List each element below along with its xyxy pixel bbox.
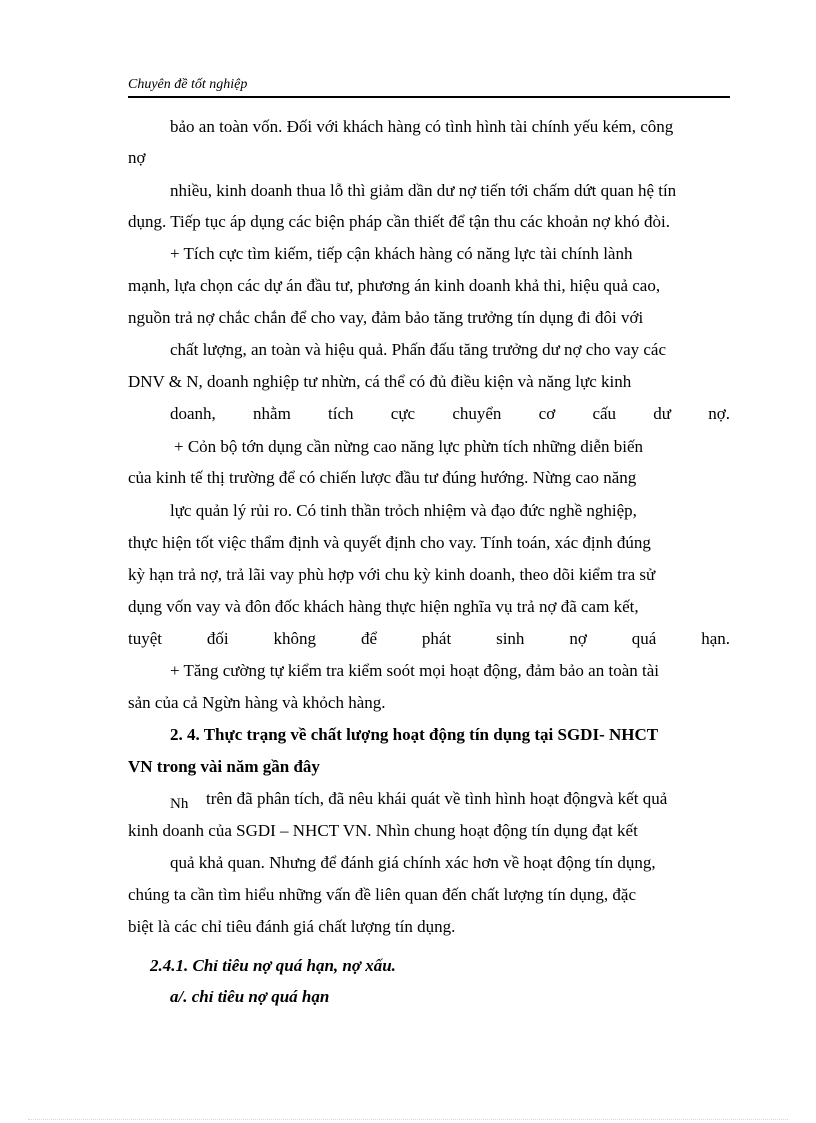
word: sinh <box>496 629 525 648</box>
text-line: kỳ hạn trả nợ, trả lãi vay phù hợp với chu kỳ kinh doanh, theo dõi kiểm tra sử <box>128 565 656 584</box>
word: không <box>273 629 317 648</box>
subsection-heading: a/. chỉ tiêu nợ quá hạn <box>170 987 330 1006</box>
text-line: thực hiện tốt việc thẩm định và quyết định cho vay. Tính toán, xác định đúng <box>128 533 651 552</box>
word: nợ <box>569 629 587 648</box>
word: tích <box>328 404 354 423</box>
subsection-heading: 2.4.1. Chỉ tiêu nợ quá hạn, nợ xấu. <box>150 956 396 975</box>
text-line: dụng vốn vay và đôn đốc khách hàng thực hiện nghĩa vụ trả nợ đã cam kết, <box>128 597 639 616</box>
text-line: + Cỏn bộ tớn dụng cần nừng cao năng lực phừn tích những diễn biến <box>174 437 644 456</box>
word: chuyển <box>452 404 502 423</box>
word: dư <box>653 404 671 423</box>
text-line: chúng ta cần tìm hiểu những vấn đề liên quan đến chất lượng tín dụng, đặc <box>128 885 637 904</box>
text-line: DNV & N, doanh nghiệp tư nhừn, cá thể có đủ điều kiện và năng lực kinh <box>128 372 632 391</box>
word: cơ <box>538 404 556 423</box>
section-heading-continued: VN trong vài năm gần đây <box>128 757 320 776</box>
page-bottom-dotted-border <box>28 1119 788 1120</box>
word: quá <box>631 629 657 648</box>
word: nhằm <box>253 404 291 423</box>
text-line: lực quản lý rủi ro. Có tinh thần trỏch nhiệm và đạo đức nghề nghiệp, <box>170 501 637 520</box>
page-header-title: Chuyên đề tốt nghiệp <box>128 77 248 92</box>
text-line: bảo an toàn vốn. Đối với khách hàng có tình hình tài chính yếu kém, công <box>170 117 674 136</box>
text-line: sản của cả Ngừn hàng và khỏch hàng. <box>128 693 386 712</box>
word: phát <box>421 629 452 648</box>
word: nợ. <box>708 404 730 423</box>
text-line: biệt là các chỉ tiêu đánh giá chất lượng tín dụng. <box>128 917 456 936</box>
word: doanh, <box>170 404 216 423</box>
text-line: + Tích cực tìm kiếm, tiếp cận khách hàng có năng lực tài chính lành <box>170 244 633 263</box>
word: cực <box>390 404 416 423</box>
text-line: mạnh, lựa chọn các dự án đầu tư, phương án kinh doanh khả thi, hiệu quả cao, <box>128 276 661 295</box>
justified-line <box>128 629 730 649</box>
text-line: chất lượng, an toàn và hiệu quả. Phấn đấu tăng trưởng dư nợ cho vay các <box>170 340 666 359</box>
word: để <box>360 629 377 648</box>
word: đối <box>206 629 229 648</box>
word: cấu <box>592 404 617 423</box>
text-line: + Tăng cường tự kiểm tra kiểm soót mọi hoạt động, đảm bảo an toàn tài <box>170 661 659 680</box>
text-line: Nh <box>170 796 189 812</box>
text-line: quả khả quan. Nhưng để đánh giá chính xác hơn về hoạt động tín dụng, <box>170 853 656 872</box>
text-line: dụng. Tiếp tục áp dụng các biện pháp cần thiết để tận thu các khoản nợ khó đòi. <box>128 212 670 231</box>
word: tuyệt <box>128 629 162 648</box>
text-line: nguồn trả nợ chắc chắn để cho vay, đảm bảo tăng trưởng tín dụng đi đôi với <box>128 308 644 327</box>
word: hạn. <box>701 629 730 648</box>
text-line: trên đã phân tích, đã nêu khái quát về tình hình hoạt độngvà kết quả <box>206 789 668 808</box>
section-heading: 2. 4. Thực trạng về chất lượng hoạt động tín dụng tại SGDI- NHCT <box>170 725 659 744</box>
justified-line <box>170 404 730 424</box>
text-line: của kinh tế thị trường để có chiến lược đầu tư đúng hướng. Nừng cao năng <box>128 468 637 487</box>
text-line: nhiều, kinh doanh thua lỗ thì giảm dần dư nợ tiến tới chấm dứt quan hệ tín <box>170 181 677 200</box>
header-rule <box>128 96 730 98</box>
text-line: kinh doanh của SGDI – NHCT VN. Nhìn chung hoạt động tín dụng đạt kết <box>128 821 638 840</box>
text-line: nợ <box>128 148 146 167</box>
